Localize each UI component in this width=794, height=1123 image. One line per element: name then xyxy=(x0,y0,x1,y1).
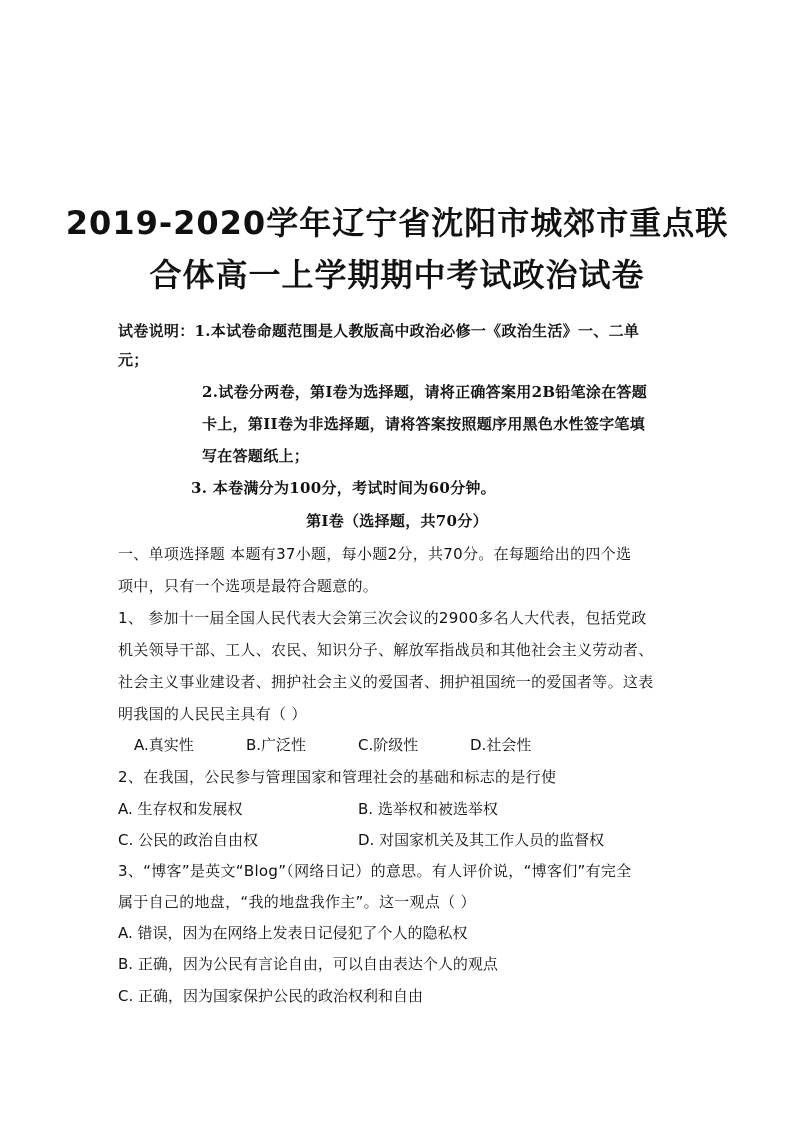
question-1-option-c: C.阶级性 xyxy=(358,736,419,754)
question-1-text: 1、 参加十一届全国人民代表大会第三次会议的2900多名人大代表，包括党政 xyxy=(118,609,647,627)
instruction-item-3: 3. 本卷满分为100分，考试时间为60分钟。 xyxy=(191,479,496,497)
section-title: 第Ⅰ卷（选择题，共70分） xyxy=(306,512,488,530)
question-1-text: 机关领导干部、工人、农民、知识分子、解放军指战员和其他社会主义劳动者、 xyxy=(118,641,654,659)
question-3-option-b: B. 正确，因为公民有言论自由，可以自由表达个人的观点 xyxy=(118,955,498,973)
exam-title-line-1: 2019-2020学年辽宁省沈阳市城郊市重点联 xyxy=(65,204,729,242)
question-3-option-c: C. 正确，因为国家保护公民的政治权利和自由 xyxy=(118,987,424,1005)
question-1-option-b: B.广泛性 xyxy=(246,736,307,754)
question-2-option-b: B. 选举权和被选举权 xyxy=(358,800,498,818)
instruction-item-1-cont: 元； xyxy=(118,351,149,369)
question-1-option-a: A.真实性 xyxy=(134,736,194,754)
question-3-text: 属于自己的地盘，“我的地盘我作主”。这一观点（ ） xyxy=(118,893,476,911)
question-1-text: 明我国的人民民主具有（ ） xyxy=(118,705,307,723)
question-3-text: 3、“博客”是英文“Blog”（网络日记）的意思。有人评价说，“博客们”有完全 xyxy=(118,862,632,880)
section-intro-cont: 项中，只有一个选项是最符合题意的。 xyxy=(118,577,379,595)
question-2-option-a: A. 生存权和发展权 xyxy=(118,800,243,818)
instructions-line-1 xyxy=(118,321,639,341)
question-1-text: 社会主义事业建设者、拥护社会主义的爱国者、拥护祖国统一的爱国者等。这表 xyxy=(118,673,654,691)
section-intro: 一、单项选择题 本题有37小题，每小题2分，共70分。在每题给出的四个选 xyxy=(118,545,632,563)
exam-title-line-2: 合体高一上学期期中考试政治试卷 xyxy=(149,256,645,294)
instruction-item-2: 2.试卷分两卷，第Ⅰ卷为选择题，请将正确答案用2B铅笔涂在答题 xyxy=(202,383,648,401)
instruction-item-2-cont-2: 写在答题纸上； xyxy=(202,447,310,465)
question-1-option-d: D.社会性 xyxy=(470,736,532,754)
question-2-option-d: D. 对国家机关及其工作人员的监督权 xyxy=(358,831,605,849)
question-3-option-a: A. 错误，因为在网络上发表日记侵犯了个人的隐私权 xyxy=(118,924,468,942)
question-2-option-c: C. 公民的政治自由权 xyxy=(118,831,259,849)
instruction-item-1: 1.本试卷命题范围是人教版高中政治必修一《政治生活》一、二单 xyxy=(194,322,640,340)
instruction-item-2-cont: 卡上，第II卷为非选择题，请将答案按照题序用黑色水性签字笔填 xyxy=(202,415,646,433)
question-2-text: 2、在我国，公民参与管理国家和管理社会的基础和标志的是行使 xyxy=(118,768,557,786)
instructions-label: 试卷说明： xyxy=(118,322,195,340)
